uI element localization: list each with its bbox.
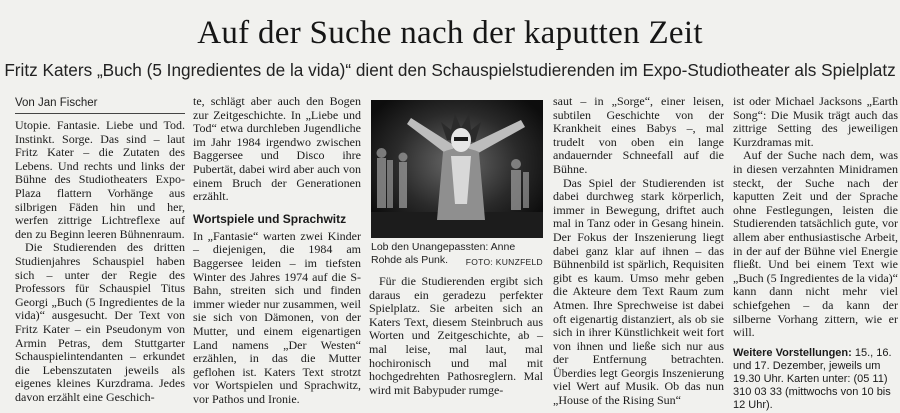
caption-text: Lob den Unangepassten: Anne Rohde als Punk.	[371, 241, 516, 266]
info-lead: Weitere Vorstellungen:	[733, 347, 852, 359]
paragraph: Auf der Suche nach dem, was in diesen verzahnten Minidramen steckt, der Suche nach der kaputten Zeit und der Sprache ohne Festlegungen, leisten die Studierenden tatsächlich gute, vor allem aber enthusiastische Arbeit, in der auf der Bühne viel Energie fließt. Und bei einem Text wie „Buch (5 Ingredientes de la vida)“ kann dann nicht mehr viel schiefgehen – da kann der silberne Vorhang zittern, wie er will.	[733, 148, 898, 340]
photo-stage-scene	[371, 100, 543, 238]
headline: Auf der Suche nach der kaputten Zeit	[197, 15, 703, 51]
performance-info	[733, 347, 898, 412]
column-2	[193, 95, 361, 406]
photo-caption	[371, 241, 543, 269]
paragraph: Utopie. Fantasie. Liebe und Tod. Instinkt. Sorge. Das sind – laut Fritz Kater – die Zutaten des Lebens. Und rechts und links der Bühne des Studiotheaters Expo-Plaza flattern Vorhänge aus silbrigen Fäden hin und her, werfen zittrige Lichtreflexe auf den zu Beginn leeren Bühnenraum.	[15, 118, 185, 241]
paragraph: te, schlägt aber auch den Bogen zur Zeitgeschichte. In „Liebe und Tod“ etwa durchleben Jugendliche im Jahr 1984 irgendwo zwischen Baggersee und Disco ihre Pubertät, dabei wird aber auch von einem Bruch der Generationen erzählt.	[193, 94, 361, 204]
section-subhead: Wortspiele und Sprachwitz	[193, 211, 347, 226]
paragraph: Die Studierenden des dritten Studienjahres Schauspiel haben sich – unter der Regie des Professors für Schauspiel Titus Georgi „Buch (5 Ingredientes de la vida)“ ausgesucht. Der Text von Fritz Kater – ein Pseudonym von Armin Petras, dem Stuttgarter Schauspielintendanten – erkundet die Lebenszutaten jeweils als eigenes kleines Kurzdrama. Jedes davon erzählt eine Geschich-	[15, 240, 185, 404]
subheadline: Fritz Katers „Buch (5 Ingredientes de la vida)“ dient den Schauspielstudierenden im Expo-Studiotheater als Spielplatz	[4, 60, 896, 80]
paragraph: ist oder Michael Jacksons „Earth Song“: Die Musik trägt auch das zittrige Setting des jeweiligen Kurzdramas mit.	[733, 94, 898, 149]
paragraph: Das Spiel der Studierenden ist dabei durchweg stark körperlich, immer in Bewegung, driftet auch mal in Tanz oder in Gesang hinein. Der Fokus der Inszenierung liegt dabei ganz klar auf ihnen – das Bühnenbild ist spärlich, Requisiten gibt es kaum. Umso mehr geben die Akteure dem Text Raum zum Atmen. Ihre Sprechweise ist dabei oft eigenartig distanziert, als ob sie sich in ihrer Künstlichkeit weit fort von ihnen und ließe sich nur aus der Entfernung betrachten. Überdies legt Georgis Inszenierung viel Wert auf Musik. Ob das nun „House of the Rising Sun“	[553, 175, 724, 408]
column-3	[369, 275, 543, 397]
paragraph: saut – in „Sorge“, einer leisen, subtilen Geschichte von der Krankheit eines Babys –, mal trudelt von oben ein lange andauernder Schneefall auf die Bühne.	[553, 94, 724, 176]
paragraph: Für die Studierenden ergibt sich daraus ein geradezu perfekter Spielplatz. Sie arbeiten sich an Katers Text, diesem Steinbruch aus Worten und Zeitgeschichte, ab – mal leise, mal laut, mal hochironisch und mal mit hochgedrehten Pathosreglern. Mal wird mit Babypuder rumge-	[369, 274, 543, 397]
column-4	[553, 95, 724, 408]
column-1	[15, 119, 185, 404]
byline: Von Jan Fischer	[15, 96, 185, 114]
info-text: 15., 16. und 17. Dezember, jeweils um 19.30 Uhr. Karten unter: (05 11) 310 03 33 (mittwochs von 10 bis 12 Uhr).	[733, 347, 892, 411]
photo-credit: FOTO: KUNZFELD	[465, 257, 543, 267]
article-photo	[371, 100, 543, 238]
paragraph: In „Fantasie“ warten zwei Kinder – diejenigen, die 1984 am Baggersee leiden – im tiefsten Winter des Jahres 1974 auf die S-Bahn, streiten sich und finden immer wieder nur zusammen, weil sie sich von Dämonen, von der Mutter, und einem eigenartigen Land namens „Der Westen“ erzählen, in das die Mutter geflohen ist. Katers Text strotzt vor Wortspielen und Sprachwitz, vor Pathos und Ironie.	[193, 228, 361, 406]
column-5	[733, 95, 898, 340]
